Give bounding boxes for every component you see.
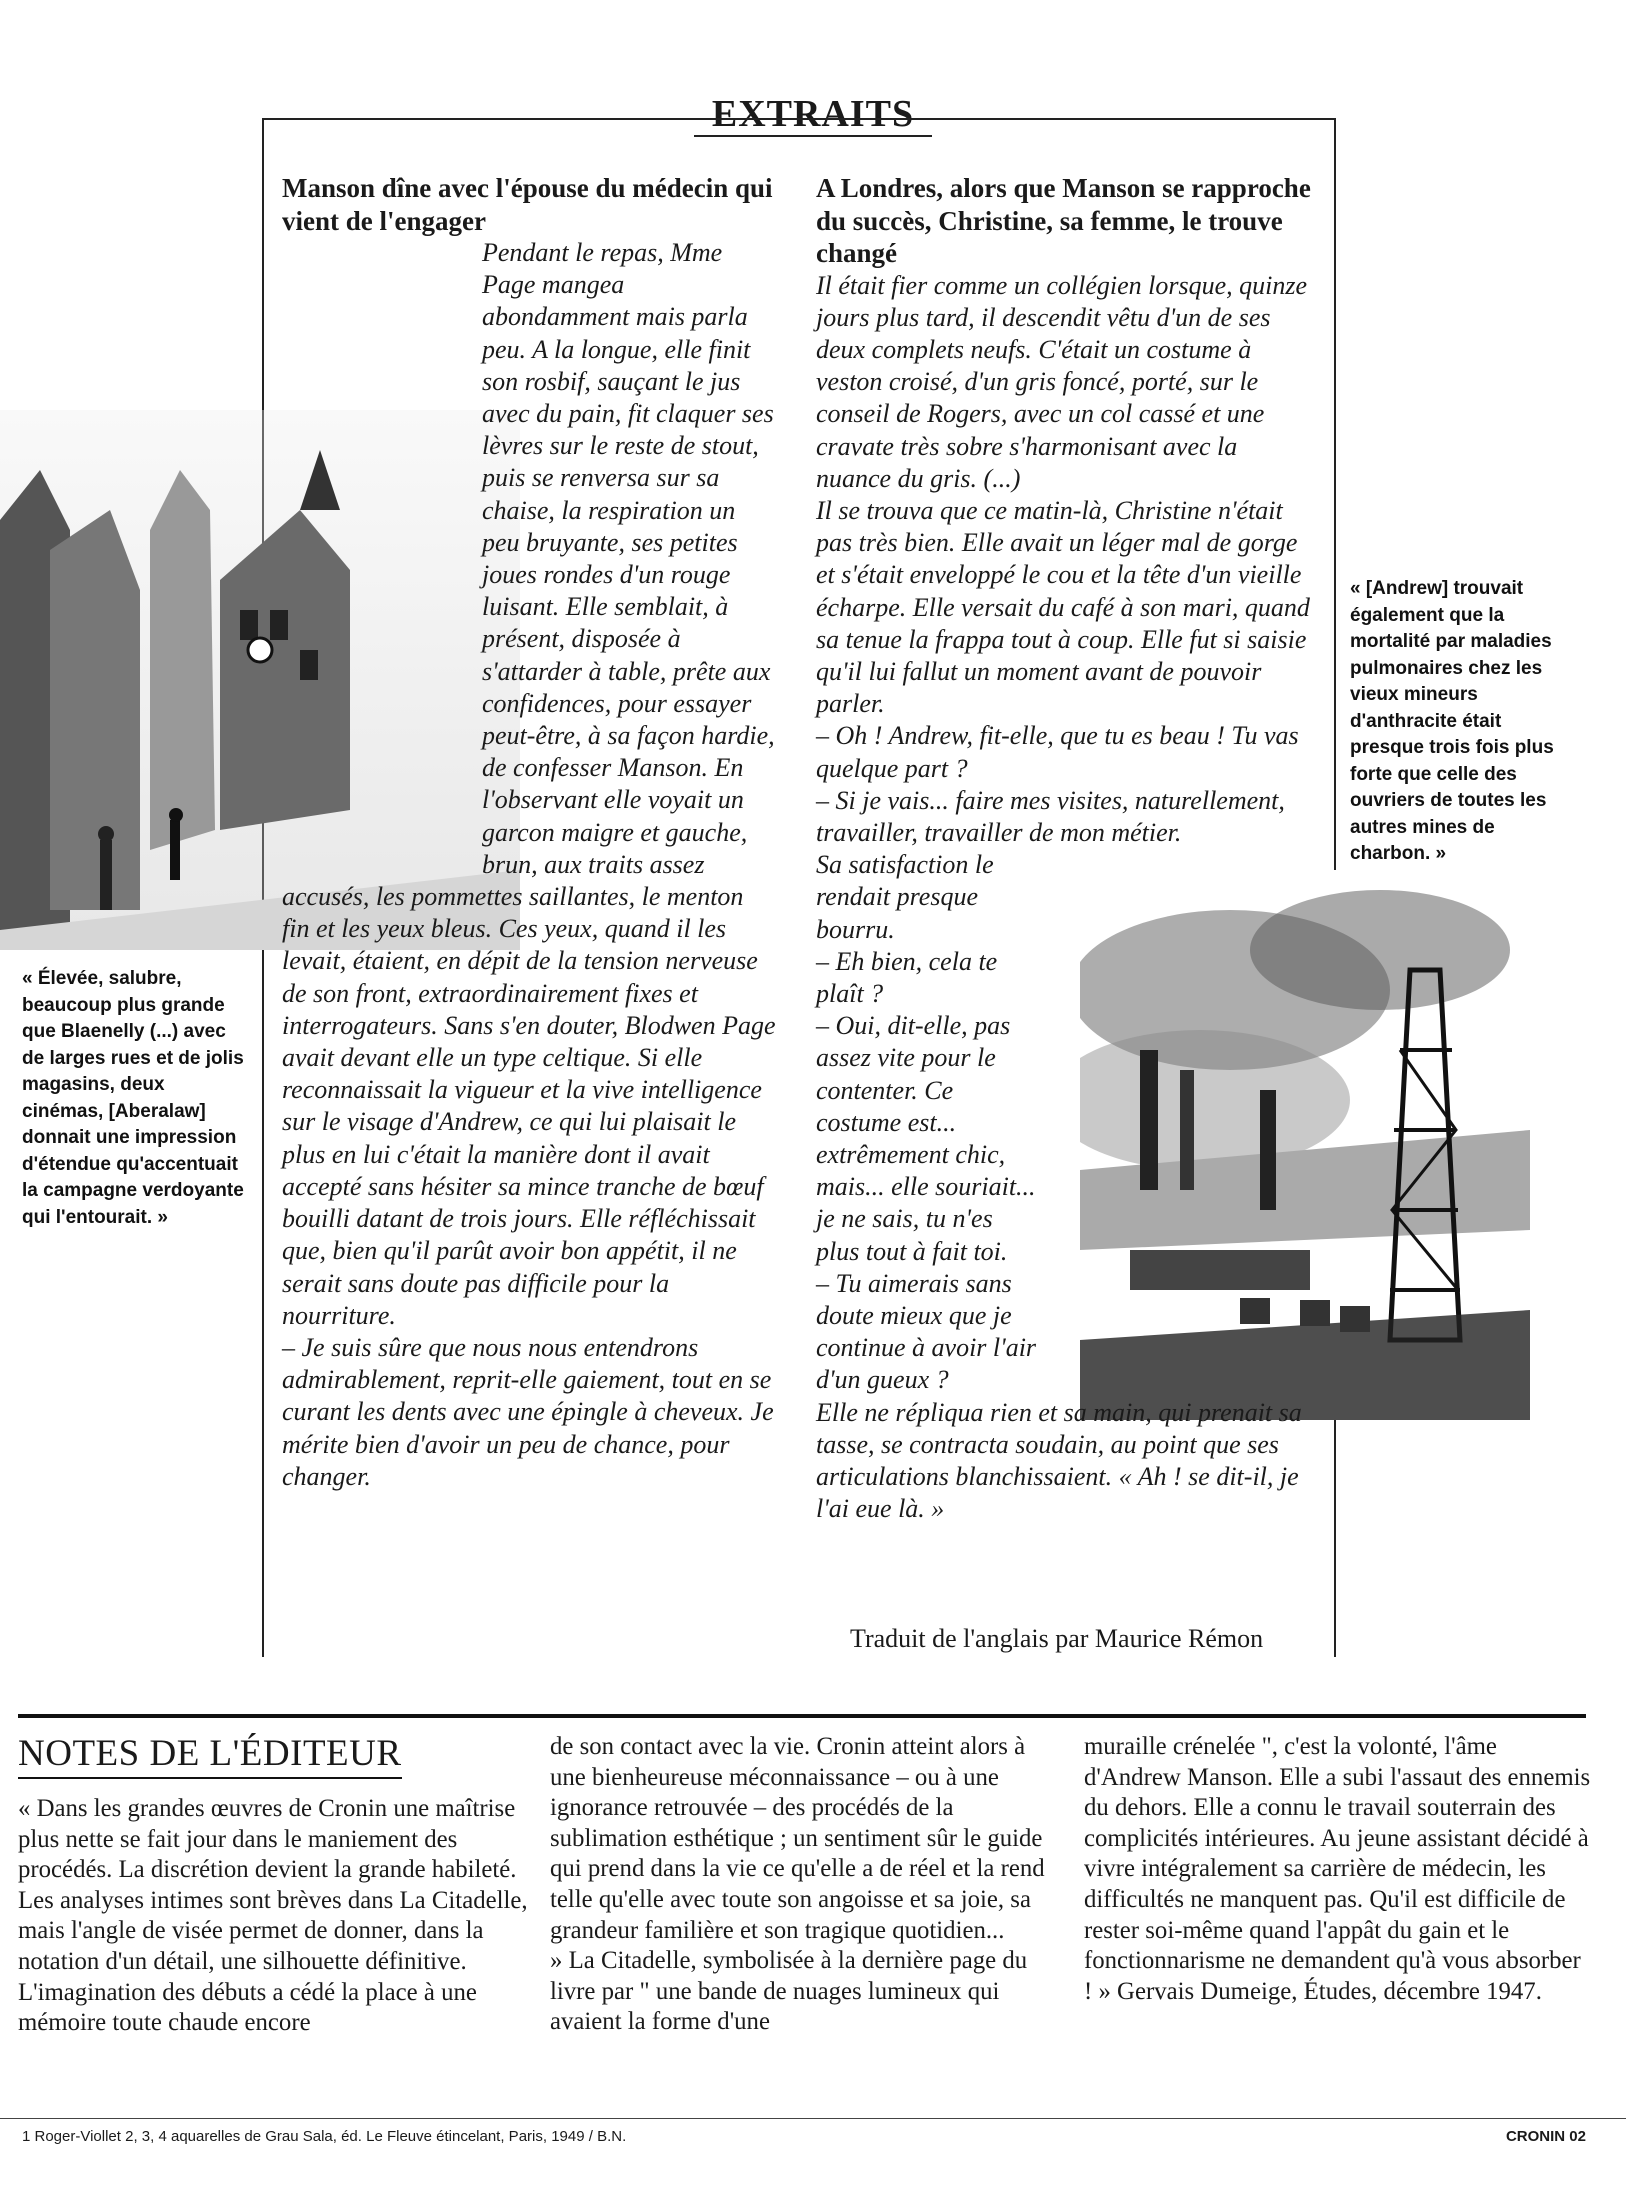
extract-column-2 <box>816 172 1318 1525</box>
extract-2-paragraph: Il se trouva que ce matin-là, Christine n'était pas très bien. Elle avait un léger mal de gorge et s'était enveloppé le cou et la tête d'un vieille écharpe. Elle versait du café à son mari, quand sa tenue la frappa tout à coup. Elle fut si saisie qu'il lui fallut un moment avant de pouvoir parler. <box>816 495 1310 719</box>
notes-title: NOTES DE L'ÉDITEUR <box>18 1732 402 1779</box>
notes-paragraph: muraille crénelée ", c'est la volonté, l'âme d'Andrew Manson. Elle a subi l'assaut des ennemis du dehors. Elle a connu le travail souterrain des complicités intérieures. Au jeune assistant décidé à vivre intégralement sa carrière de médecin, les difficultés ne manquent pas. Qu'il est difficile de rester soi-même quand l'appât du gain et le fonctionnarisme ne demandent qu'à vous absorber ! » Gervais Dumeige, Études, décembre 1947. <box>1084 1733 1591 2005</box>
page-label: CRONIN 02 <box>1505 2128 1586 2145</box>
extract-2-paragraph: – Si je vais... faire mes visites, naturellement, travailler, travailler de mon métier. <box>816 785 1285 847</box>
notes-paragraph: de son contact avec la vie. Cronin atteint alors à une bienheureuse méconnaissance – ou à une ignorance retrouvée – des procédés de la sublimation esthétique ; un sentiment sûr le guide qui prend dans la vie ce qu'elle a de réel et la rend telle qu'elle avec toute son angoisse et sa joie, sa grandeur familière et son tragique quotidien... <box>550 1733 1045 1944</box>
notes-paragraph: » La Citadelle, symbolisée à la dernière page du livre par " une bande de nuages lumineux qui avaient la forme d'une <box>550 1947 1028 2036</box>
translator-credit: Traduit de l'anglais par Maurice Rémon <box>850 1624 1264 1653</box>
notes-paragraph: « Dans les grandes œuvres de Cronin une maîtrise plus nette se fait jour dans le maniement des procédés. La discrétion devient la grande habileté. Les analyses intimes sont brèves dans La Citadelle, mais l'angle de visée permet de donner, dans la notation d'un détail, une silhouette définitive. L'imagination des débuts a cédé la place à une mémoire toute chaude encore <box>18 1795 528 2037</box>
extract-2-paragraph: – Eh bien, cela te plaît ? <box>816 946 998 1008</box>
notes-column-2 <box>550 1732 1050 2038</box>
notes-column-1 <box>18 1794 538 2039</box>
footer-rule <box>0 2118 1626 2119</box>
image-wrap-spacer <box>1038 849 1318 1389</box>
extract-1-paragraph: – Je suis sûre que nous nous entendrons admirablement, reprit-elle gaiement, tout en se curant les dents avec une épingle à cheveux. Je mérite bien d'avoir un peu de chance, pour changer. <box>282 1332 774 1491</box>
extract-1-heading: Manson dîne avec l'épouse du médecin qui vient de l'engager <box>282 173 773 236</box>
extract-2-paragraph: Il était fier comme un collégien lorsque, quinze jours plus tard, il descendit vêtu d'un de ses deux complets neufs. C'était un costume à veston croisé, d'un gris foncé, porté, sur le conseil de Rogers, avec un col cassé et une cravate très sobre s'harmonisant avec la nuance du gris. (...) <box>816 270 1308 493</box>
notes-column-3 <box>1084 1732 1594 2007</box>
extract-2-heading: A Londres, alors que Manson se rapproche du succès, Christine, sa femme, le trouve changé <box>816 173 1311 268</box>
extract-2-paragraph: – Oui, dit-elle, pas assez vite pour le contenter. Ce costume est... extrêmement chic, mais... elle souriait... je ne sais, tu n'es plus tout à fait toi. <box>816 1011 1036 1266</box>
extract-2-paragraph: Elle ne répliqua rien et sa main, qui prenait sa tasse, se contracta soudain, au point que ses articulations blanchissaient. « Ah ! se dit-il, je l'ai eue là. » <box>816 1397 1302 1524</box>
extract-2-paragraph: – Tu aimerais sans doute mieux que je continue à avoir l'air d'un gueux ? <box>816 1268 1037 1395</box>
image-wrap-spacer <box>282 237 482 852</box>
extract-1-paragraph: Pendant le repas, Mme Page mangea abondamment mais parla peu. A la longue, elle finit son rosbif, sauçant le jus avec du pain, fit claquer ses lèvres sur le reste de stout, puis se renversa sur sa chaise, la respiration un peu bruyante, ses petites joues rondes d'un rouge luisant. Elle semblait, à présent, disposée à s'attarder à table, prête aux confidences, pour essayer peut-être, à sa façon hardie, de confesser Manson. En l'observant elle voyait un garcon maigre et gauche, brun, aux traits assez accusés, les pommettes saillantes, le menton fin et les yeux bleus. Ces yeux, quand il les levait, étaient, en dépit de la tension nerveuse de son front, extraordinairement fixes et interrogateurs. Sans s'en douter, Blodwen Page avait devant elle un type celtique. Si elle reconnaissait la vigueur et la vive intelligence sur le visage d'Andrew, ce qui lui plaisait le plus en lui c'était la manière dont il avait accepté sans hésiter sa mince tranche de bœuf bouilli datant de trois jours. Elle réfléchissait que, bien qu'il parût avoir bon appétit, il ne serait sans doute pas difficile pour la nourriture. <box>282 238 776 1330</box>
photo-credits: 1 Roger-Viollet 2, 3, 4 aquarelles de Grau Sala, éd. Le Fleuve étincelant, Paris, 1949 / B.N. <box>22 2128 627 2145</box>
section-title: EXTRAITS <box>0 92 1626 136</box>
extract-2-paragraph: – Oh ! Andrew, fit-elle, que tu es beau ! Tu vas quelque part ? <box>816 721 1299 783</box>
notes-rule <box>18 1714 1586 1718</box>
extract-2-paragraph: Sa satisfaction le rendait presque bourru. <box>816 850 994 944</box>
extract-column-1 <box>282 172 777 1493</box>
side-quote-left: « Élevée, salubre, beaucoup plus grande que Blaenelly (...) avec de larges rues et de jolis magasins, deux cinémas, [Aberalaw] donnait une impression d'étendue qu'accentuait la campagne verdoyante qui l'entourait. » <box>22 968 244 1228</box>
side-quote-right: « [Andrew] trouvait également que la mortalité par maladies pulmonaires chez les vieux mineurs d'anthracite était presque trois fois plus forte que celle des ouvriers de toutes les autres mines de charbon. » <box>1350 578 1554 864</box>
